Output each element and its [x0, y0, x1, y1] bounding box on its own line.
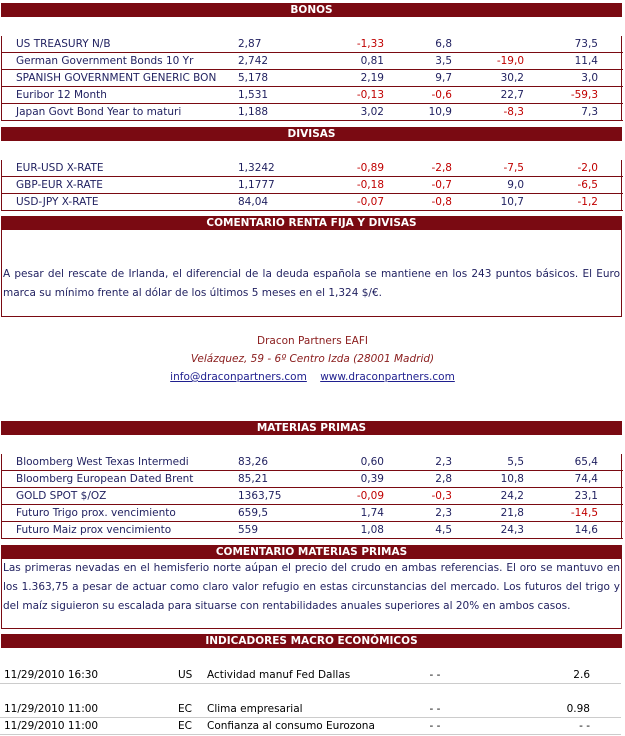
company-name: Dracon Partners EAFI — [257, 335, 368, 347]
col-ytd: % YTD — [478, 20, 516, 32]
cell-d1: 1,74 — [360, 507, 384, 519]
cell-v: 1,531 — [238, 89, 269, 101]
cell-d5: 4,5 — [435, 524, 452, 536]
cell-ytd: 30,2 — [500, 72, 524, 84]
cell-ytd: 24,3 — [500, 524, 524, 536]
col-nombre: Nombre — [77, 145, 125, 157]
cell-name: GBP-EUR X-RATE — [16, 179, 103, 191]
cell-d1: -0,18 — [356, 179, 384, 191]
cell-y09: 14,6 — [574, 524, 598, 536]
cell-d5: 9,7 — [435, 72, 452, 84]
macro-row — [0, 718, 621, 735]
cell-d1: -0,13 — [356, 89, 384, 101]
table-row — [2, 177, 623, 194]
cell-v: 84,04 — [238, 196, 269, 208]
col-datos-europa: Datos Europa — [206, 686, 286, 698]
col-5dias: % 5 días — [401, 145, 451, 157]
cell-y09: -14,5 — [570, 507, 598, 519]
cell-name: USD-JPY X-RATE — [16, 196, 99, 208]
cell-d1: 3,02 — [360, 106, 384, 118]
cell-ytd: 5,5 — [507, 456, 524, 468]
cell-v: 1,1777 — [238, 179, 275, 191]
cell-y09: 7,3 — [581, 106, 598, 118]
cell-ytd: 21,8 — [500, 507, 524, 519]
cell-name: Bloomberg West Texas Intermedi — [16, 456, 189, 468]
divisas-title: DIVISAS — [1, 127, 622, 141]
table-row — [2, 36, 623, 53]
cell-esp: - - — [429, 720, 441, 732]
col-1dia: % 1 día — [332, 438, 376, 450]
macro-usa-table — [0, 667, 625, 684]
cell-cc: EC — [178, 703, 192, 715]
comentario-renta-title: COMENTARIO RENTA FIJA Y DIVISAS — [1, 216, 622, 230]
cell-name: Futuro Trigo prox. vencimiento — [16, 507, 176, 519]
cell-d1: 0,81 — [360, 55, 384, 67]
col-anterior: Anterior — [541, 686, 591, 698]
table-row — [2, 505, 623, 522]
cell-d5: -0,7 — [431, 179, 452, 191]
cell-v: 83,26 — [238, 456, 269, 468]
col-2009: 2009 — [567, 145, 597, 157]
cell-esp: - - — [429, 669, 441, 681]
cell-v: 1,188 — [238, 106, 269, 118]
col-cierre: Cierre — [238, 438, 274, 450]
cell-d5: -0,6 — [431, 89, 452, 101]
table-row — [2, 53, 623, 70]
divisas-table — [1, 160, 622, 211]
cell-y09: 11,4 — [574, 55, 598, 67]
table-row — [2, 104, 623, 121]
bonos-title: BONOS — [1, 3, 622, 17]
cell-name: Clima empresarial — [207, 703, 303, 715]
table-row — [2, 160, 623, 177]
website-link[interactable]: www.draconpartners.com — [320, 371, 455, 383]
col-nombre: Nombre — [77, 20, 125, 32]
col-1dia: % 1 día — [332, 20, 376, 32]
col-cierre: Cierre — [238, 145, 274, 157]
bonos-table — [1, 36, 622, 121]
table-row — [2, 471, 623, 488]
cell-d1: -0,09 — [356, 490, 384, 502]
cell-d5: 3,5 — [435, 55, 452, 67]
cell-v: 5,178 — [238, 72, 269, 84]
comentario-renta-text: A pesar del rescate de Irlanda, el diferencial de la deuda española se mantiene en los 243 puntos básicos. El Euro marca su mínimo frente al dólar de los últimos 5 meses en el 1,324 $/€. — [3, 268, 620, 299]
email-link[interactable]: info@draconpartners.com — [170, 371, 307, 383]
cell-cc: EC — [178, 720, 192, 732]
cell-y09: 65,4 — [574, 456, 598, 468]
cell-name: GOLD SPOT $/OZ — [16, 490, 107, 502]
cell-d5: 2,3 — [435, 507, 452, 519]
cell-d5: 2,8 — [435, 473, 452, 485]
cell-d5: -0,8 — [431, 196, 452, 208]
cell-ant: 0.98 — [566, 703, 590, 715]
col-ytd: % YTD — [478, 145, 516, 157]
cell-cc: US — [178, 669, 193, 681]
cell-d5: -2,8 — [431, 162, 452, 174]
contact-links — [0, 369, 625, 386]
comentario-materias-title: COMENTARIO MATERIAS PRIMAS — [1, 545, 622, 559]
cell-ant: 2.6 — [573, 669, 590, 681]
cell-name: Bloomberg European Dated Brent — [16, 473, 194, 485]
cell-v: 559 — [238, 524, 259, 536]
company-address: Velázquez, 59 - 6º Centro Izda (28001 Madrid) — [190, 353, 435, 365]
cell-name: Euribor 12 Month — [16, 89, 107, 101]
col-esperado: Esperado — [408, 686, 464, 698]
cell-ytd: -19,0 — [496, 55, 524, 67]
materias-table — [1, 454, 622, 539]
cell-ant: - - — [579, 720, 590, 732]
macro-row — [0, 701, 621, 718]
cell-d5: 6,8 — [435, 38, 452, 50]
table-row — [2, 194, 623, 211]
cell-name: Actividad manuf Fed Dallas — [207, 669, 351, 681]
table-row — [2, 70, 623, 87]
cell-d1: 0,39 — [360, 473, 384, 485]
cell-name: US TREASURY N/B — [16, 38, 111, 50]
cell-name: SPANISH GOVERNMENT GENERIC BON — [16, 72, 217, 84]
cell-ytd: 9,0 — [507, 179, 524, 191]
cell-v: 2,742 — [238, 55, 269, 67]
col-ytd: % YTD — [478, 438, 516, 450]
cell-ytd: 10,8 — [500, 473, 524, 485]
cell-y09: 23,1 — [574, 490, 598, 502]
cell-ytd: -7,5 — [503, 162, 524, 174]
materias-title: MATERIAS PRIMAS — [1, 421, 622, 435]
cell-d1: 1,08 — [360, 524, 384, 536]
col-nombre: Nombre — [77, 438, 125, 450]
cell-v: 2,87 — [238, 38, 262, 50]
cell-d5: -0,3 — [431, 490, 452, 502]
col-datos-usa: Datos USA — [206, 652, 269, 664]
cell-v: 659,5 — [238, 507, 269, 519]
table-row — [2, 488, 623, 505]
cell-y09: 74,4 — [574, 473, 598, 485]
cell-d5: 2,3 — [435, 456, 452, 468]
macro-title: INDICADORES MACRO ECONÓMICOS — [1, 634, 622, 648]
cell-name: Confianza al consumo Eurozona — [207, 720, 375, 732]
col-fecha: Fecha / Hora — [63, 686, 139, 698]
cell-y09: 73,5 — [574, 38, 598, 50]
table-row — [2, 454, 623, 471]
cell-ytd: 24,2 — [500, 490, 524, 502]
cell-d1: -1,33 — [356, 38, 384, 50]
cell-v: 85,21 — [238, 473, 269, 485]
col-1dia: % 1 día — [332, 145, 376, 157]
comentario-materias-text: Las primeras nevadas en el hemisferio norte aúpan el precio del crudo en ambas referencias. El oro se mantuvo en los 1.363,75 a pesar de actuar como claro valor refugio en estas circunstancias del mercado. Los futuros del trigo y del maíz siguieron su escalada para situarse con rentabilidades anuales superiores al 20% en ambos casos. — [3, 562, 620, 612]
col-yield: YIELD — [238, 20, 273, 32]
macro-row — [0, 667, 621, 684]
cell-name: Futuro Maiz prox vencimiento — [16, 524, 172, 536]
cell-d1: -0,89 — [356, 162, 384, 174]
col-fecha: Fecha / Hora — [63, 652, 139, 664]
col-esperado: Esperado — [408, 652, 464, 664]
cell-ytd: 22,7 — [500, 89, 524, 101]
cell-v: 1,3242 — [238, 162, 275, 174]
col-2009: 2009 — [567, 438, 597, 450]
macro-eu-table — [0, 701, 625, 735]
table-row — [2, 522, 623, 539]
cell-ytd: -8,3 — [503, 106, 524, 118]
cell-d5: 10,9 — [428, 106, 452, 118]
cell-esp: - - — [429, 703, 441, 715]
cell-ytd: 10,7 — [500, 196, 524, 208]
cell-d1: 2,19 — [360, 72, 384, 84]
cell-y09: 3,0 — [581, 72, 598, 84]
cell-y09: -6,5 — [577, 179, 598, 191]
cell-y09: -2,0 — [577, 162, 598, 174]
cell-v: 1363,75 — [238, 490, 282, 502]
cell-name: EUR-USD X-RATE — [16, 162, 104, 174]
table-row — [2, 87, 623, 104]
cell-date: 11/29/2010 11:00 — [4, 720, 99, 732]
col-5dias: % 5 días — [401, 438, 451, 450]
cell-y09: -1,2 — [577, 196, 598, 208]
cell-date: 11/29/2010 16:30 — [4, 669, 99, 681]
cell-name: Japan Govt Bond Year to maturi — [16, 106, 182, 118]
col-5dias: % 5 días — [401, 20, 451, 32]
cell-name: German Government Bonds 10 Yr — [16, 55, 194, 67]
col-anterior: Anterior — [541, 652, 591, 664]
cell-d1: 0,60 — [360, 456, 384, 468]
cell-y09: -59,3 — [570, 89, 598, 101]
cell-d1: -0,07 — [356, 196, 384, 208]
cell-date: 11/29/2010 11:00 — [4, 703, 99, 715]
col-2009: 2009 — [567, 20, 597, 32]
